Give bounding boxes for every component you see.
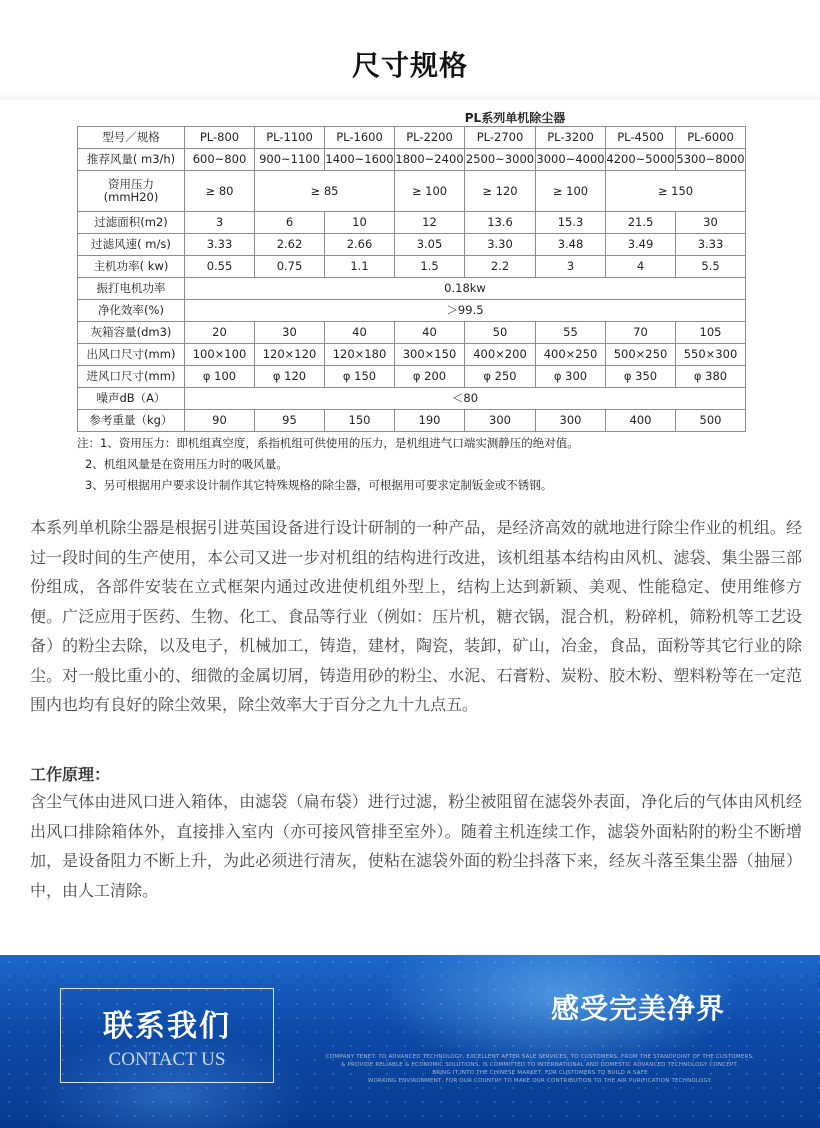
contact-subtitle: CONTACT US <box>108 1049 226 1070</box>
table-cell: 1400~1600 <box>325 149 395 171</box>
table-cell: φ 380 <box>676 366 746 388</box>
table-cell: φ 350 <box>606 366 676 388</box>
table-cell: 4200~5000 <box>606 149 676 171</box>
table-cell: 70 <box>606 322 676 344</box>
row-header: 振打电机功率 <box>78 278 185 300</box>
table-cell: ≥ 150 <box>606 171 746 212</box>
table-cell: 3.33 <box>676 234 746 256</box>
model-cell: PL-4500 <box>606 127 676 149</box>
table-cell: 0.75 <box>255 256 325 278</box>
table-cell: φ 120 <box>255 366 325 388</box>
table-row-ash-capacity <box>78 322 746 344</box>
row-header: 参考重量（kg） <box>78 410 185 432</box>
table-cell: 15.3 <box>536 212 606 234</box>
table-cell: ＜80 <box>185 388 746 410</box>
table-cell: 2500~3000 <box>465 149 536 171</box>
table-cell: φ 250 <box>465 366 536 388</box>
row-header: 噪声dB（A） <box>78 388 185 410</box>
table-row-outlet <box>78 344 746 366</box>
fine-print-line: WORKING ENVIRONMENT, FOR OUR COUNTRY TO MAKE OUR CONTRIBUTION TO THE AIR PURIFICATION TECHNOLOGY. <box>367 1078 713 1084</box>
table-cell: 2.2 <box>465 256 536 278</box>
table-cell: 300 <box>536 410 606 432</box>
model-cell: PL-1600 <box>325 127 395 149</box>
table-row-filter-area <box>78 212 746 234</box>
table-cell: 20 <box>185 322 255 344</box>
row-header: 推荐风量( m3/h) <box>78 149 185 171</box>
note-line: 2、机组风量是在资用压力时的吸风量。 <box>85 457 288 471</box>
contact-box[interactable] <box>60 988 274 1083</box>
table-notes <box>77 433 777 496</box>
table-cell: 1.1 <box>325 256 395 278</box>
table-cell: 1800~2400 <box>395 149 465 171</box>
model-cell: PL-800 <box>185 127 255 149</box>
model-cell: PL-2700 <box>465 127 536 149</box>
row-header: 进风口尺寸(mm) <box>78 366 185 388</box>
table-cell: φ 100 <box>185 366 255 388</box>
table-cell: 550×300 <box>676 344 746 366</box>
table-cell: 120×120 <box>255 344 325 366</box>
table-cell: 3 <box>185 212 255 234</box>
table-cell: ＞99.5 <box>185 300 746 322</box>
row-header: 净化效率(%) <box>78 300 185 322</box>
table-cell: 95 <box>255 410 325 432</box>
table-cell: 12 <box>395 212 465 234</box>
principle-heading: 工作原理： <box>30 765 111 784</box>
contact-title: 联系我们 <box>103 1009 231 1044</box>
table-cell: φ 200 <box>395 366 465 388</box>
table-row-vibration-motor <box>78 278 746 300</box>
row-header: 过滤风速( m/s) <box>78 234 185 256</box>
table-cell: 0.18kw <box>185 278 746 300</box>
model-cell: PL-3200 <box>536 127 606 149</box>
table-row-filter-speed <box>78 234 746 256</box>
table-caption: PL系列单机除尘器 <box>464 111 566 125</box>
table-cell: 900~1100 <box>255 149 325 171</box>
table-cell: ≥ 85 <box>255 171 395 212</box>
table-cell: ≥ 80 <box>185 171 255 212</box>
banner-slogan: 感受完美净界 <box>550 992 725 1025</box>
table-cell: 40 <box>395 322 465 344</box>
note-line: 3、另可根据用户要求设计制作其它特殊规格的除尘器，可根据用可要求定制钣金或不锈钢。 <box>85 478 553 492</box>
table-row-power <box>78 256 746 278</box>
table-row-airflow <box>78 149 746 171</box>
table-cell: 400×250 <box>536 344 606 366</box>
table-cell: 500 <box>676 410 746 432</box>
table-cell: 3 <box>536 256 606 278</box>
table-cell: 105 <box>676 322 746 344</box>
table-row-efficiency <box>78 300 746 322</box>
table-row-pressure <box>78 171 746 212</box>
table-cell: 2.62 <box>255 234 325 256</box>
table-row-weight <box>78 410 746 432</box>
table-cell: ≥ 120 <box>465 171 536 212</box>
table-cell: 3.05 <box>395 234 465 256</box>
table-cell: 3.30 <box>465 234 536 256</box>
table-cell: 4 <box>606 256 676 278</box>
row-header: 过滤面积(m2) <box>78 212 185 234</box>
principle-paragraph: 含尘气体由进风口进入箱体，由滤袋（扁布袋）进行过滤，粉尘被阻留在滤袋外表面，净化后的气体由风机经出风口排除箱体外，直接排入室内（亦可接风管排至室外）。随着主机连续工作，滤袋外面粘附的粉尘不断增加，是设备阻力不断上升，为此必须进行清灰，使粘在滤袋外面的粉尘抖落下来，经灰斗落至集尘器（抽屉）中，由人工清除。 <box>30 792 802 900</box>
table-cell: 50 <box>465 322 536 344</box>
table-row-inlet <box>78 366 746 388</box>
table-cell: φ 300 <box>536 366 606 388</box>
table-cell: ≥ 100 <box>395 171 465 212</box>
table-cell: 120×180 <box>325 344 395 366</box>
table-cell: 3.33 <box>185 234 255 256</box>
table-cell: 400 <box>606 410 676 432</box>
table-cell: 5300~8000 <box>676 149 746 171</box>
fine-print-line: & PROVIDE RELIABLE & ECONOMIC SOLUTIONS, IS COMMITTED TO INTERNATIONAL AND DOMESTIC ADVANCED TECHNOLOGY CONCEPT, <box>341 1062 739 1068</box>
table-cell: 30 <box>255 322 325 344</box>
row-header: 主机功率( kw) <box>78 256 185 278</box>
table-cell: 300 <box>465 410 536 432</box>
model-cell: PL-2200 <box>395 127 465 149</box>
table-cell: 150 <box>325 410 395 432</box>
contact-banner <box>0 955 820 1128</box>
row-header: 出风口尺寸(mm) <box>78 344 185 366</box>
table-cell: 3000~4000 <box>536 149 606 171</box>
model-cell: PL-1100 <box>255 127 325 149</box>
table-cell: 0.55 <box>185 256 255 278</box>
model-cell: PL-6000 <box>676 127 746 149</box>
fine-print-line: COMPANY TENET: TO ADVANCED TECHNOLOGY, EXCELLENT AFTER SALE SERVICES, TO CUSTOMERS, FROM THE STANDPOINT OF THE CUSTOMERS, <box>325 1054 755 1060</box>
page-title: 尺寸规格 <box>351 49 468 82</box>
table-cell: 2.66 <box>325 234 395 256</box>
intro-paragraph: 本系列单机除尘器是根据引进英国设备进行设计研制的一种产品，是经济高效的就地进行除尘作业的机组。经过一段时间的生产使用，本公司又进一步对机组的结构进行改进，该机组基本结构由风机、滤袋、集尘器三部份组成，各部件安装在立式框架内通过改进使机组外型上，结构上达到新颖、美观、性能稳定、使用维修方便。广泛应用于医药、生物、化工、食品等行业（例如：压片机，糖衣锅，混合机，粉碎机，筛粉机等工艺设备）的粉尘去除，以及电子，机械加工，铸造，建材，陶瓷，装卸，矿山，冶金，食品，面粉等其它行业的除尘。对一般比重小的、细微的金属切屑，铸造用砂的粉尘、水泥、石膏粉、炭粉、胶木粉、塑料粉等在一定范围内也均有良好的除尘效果，除尘效率大于百分之九十九点五。 <box>30 518 802 714</box>
table-cell: 190 <box>395 410 465 432</box>
table-cell: 13.6 <box>465 212 536 234</box>
table-cell: 10 <box>325 212 395 234</box>
table-cell: 600~800 <box>185 149 255 171</box>
header-divider <box>0 92 820 100</box>
row-header: 型号／规格 <box>78 127 185 149</box>
table-cell: ≥ 100 <box>536 171 606 212</box>
table-cell: φ 150 <box>325 366 395 388</box>
table-cell: 21.5 <box>606 212 676 234</box>
fine-print-line: BRING IT INTO THE CHINESE MARKET, FOR CUSTOMERS TO BUILD A SAFE <box>432 1070 648 1076</box>
table-cell: 40 <box>325 322 395 344</box>
table-cell: 100×100 <box>185 344 255 366</box>
row-header: 灰箱容量(dm3) <box>78 322 185 344</box>
row-header: 资用压力 (mmH20) <box>78 171 185 212</box>
spec-table <box>77 126 746 432</box>
table-row-models <box>78 127 746 149</box>
table-cell: 6 <box>255 212 325 234</box>
table-cell: 55 <box>536 322 606 344</box>
table-cell: 500×250 <box>606 344 676 366</box>
table-row-noise <box>78 388 746 410</box>
note-line: 注：1、资用压力：即机组真空度，系指机组可供使用的压力，是机组进气口端实测静压的绝对值。 <box>77 436 579 450</box>
banner-fine-print <box>320 1053 760 1085</box>
table-cell: 3.49 <box>606 234 676 256</box>
table-cell: 1.5 <box>395 256 465 278</box>
table-cell: 300×150 <box>395 344 465 366</box>
table-cell: 3.48 <box>536 234 606 256</box>
table-cell: 400×200 <box>465 344 536 366</box>
table-cell: 30 <box>676 212 746 234</box>
table-cell: 5.5 <box>676 256 746 278</box>
table-cell: 90 <box>185 410 255 432</box>
